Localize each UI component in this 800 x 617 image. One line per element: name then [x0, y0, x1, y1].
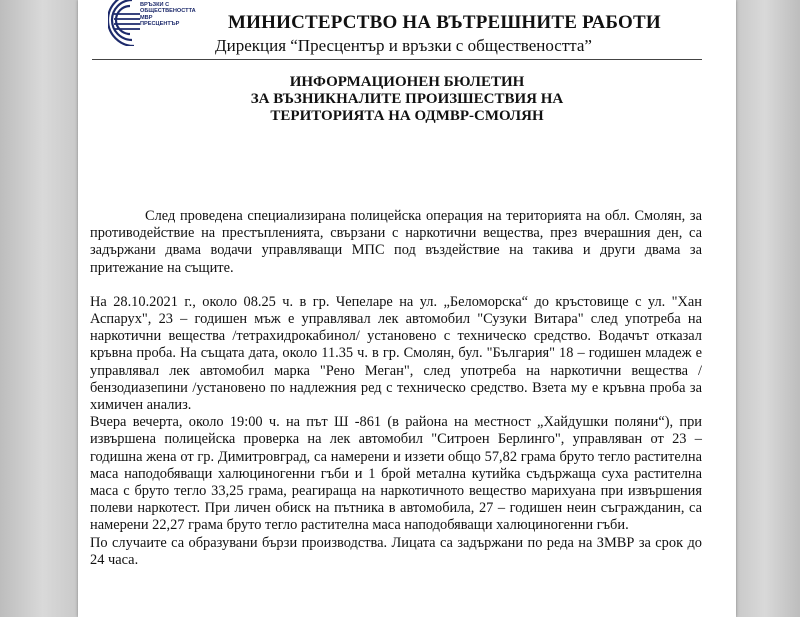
document-page: [78, 0, 736, 617]
logo-line: ОБЩЕСТВЕНОСТТА: [140, 8, 196, 15]
paragraph-conclusion: По случаите са образувани бързи производства. Лицата са задържани по реда на ЗМВР за срок до 24 часа.: [90, 534, 702, 568]
logo-text: [140, 2, 196, 27]
bulletin-title: [78, 74, 736, 125]
directorate-name: Дирекция “Пресцентър и връзки с обществеността”: [215, 36, 592, 55]
mvr-press-logo: [108, 0, 226, 46]
header-divider: [92, 59, 702, 60]
paragraph-gap: [90, 277, 702, 294]
viewer-background-left: [0, 0, 78, 617]
paragraph-intro: След проведена специализирана полицейска операция на територията на обл. Смолян, за противодействие на престъпленията, свързани с наркотични вещества, през вчерашния ден, са задържани двама водачи управляващи МПС под въздействие на такива и други двама за притежание на същите.: [90, 208, 702, 276]
viewer-background-right: [736, 0, 800, 617]
bulletin-body: [90, 208, 702, 569]
ministry-name: МИНИСТЕРСТВО НА ВЪТРЕШНИТЕ РАБОТИ: [228, 12, 661, 33]
title-line: ТЕРИТОРИЯТА НА ОДМВР-СМОЛЯН: [270, 108, 544, 124]
logo-line: МВР: [140, 14, 153, 21]
logo-line: ВРЪЗКИ С: [140, 2, 170, 8]
logo-line: ПРЕСЦЕНТЪР: [140, 20, 180, 27]
paragraph-incidents: На 28.10.2021 г., около 08.25 ч. в гр. Чепеларе на ул. „Беломорска“ до кръстовище с ул. "Хан Аспарух", 23 – годишен мъж е управлявал лек автомобил "Сузуки Витара" след употреба на наркотични вещества /тетрахидрокабинол/ установено с техническо средство. Водачът отказал кръвна проба. На същата дата, около 11.35 ч. в гр. Смолян, бул. "България" 18 – годишен младеж е управлявал лек автомобил марка "Рено Меган", след употреба на наркотични вещества / бензодиазепини /установено по надлежния ред с техническо средство. Взета му е кръвна проба за химичен анализ.: [90, 293, 702, 414]
title-line: ЗА ВЪЗНИКНАЛИТЕ ПРОИЗШЕСТВИЯ НА: [250, 91, 564, 107]
paragraph-seizure: Вчера вечерта, около 19:00 ч. на път Ш -861 (в района на местност „Хайдушки поляни“), при извършена полицейска проверка на лек автомобил "Ситроен Берлинго", управляван от 23 – годишна жена от гр. Димитровград, са намерени и иззети общо 57,82 грама бруто тегло растителна маса наподобяващи халюциногенни гъби и 1 брой метална кутийка съдържаща суха растителна маса с бруто тегло 33,25 грама, реагираща на наркотичното вещество марихуана при извършения полеви наркотест. При личен обиск на пътника в автомобила, 27 – годишен неин съгражданин, са намерени 22,27 грама бруто тегло растителна маса наподобяващи халюциногенни гъби.: [90, 414, 702, 534]
title-line: ИНФОРМАЦИОНЕН БЮЛЕТИН: [289, 74, 525, 90]
